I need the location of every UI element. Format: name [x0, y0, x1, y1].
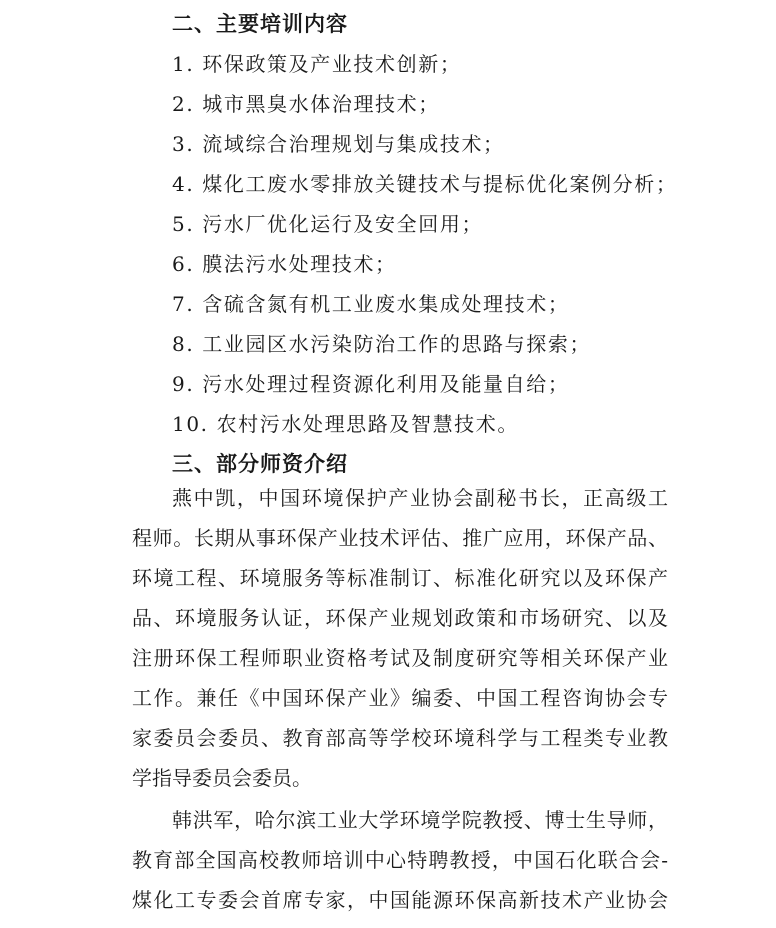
- list-item: 10. 农村污水处理思路及智慧技术。: [172, 412, 519, 436]
- list-item: 6. 膜法污水处理技术；: [172, 252, 397, 276]
- bio-paragraph-han: [132, 800, 668, 920]
- list-item: 9. 污水处理过程资源化利用及能量自给；: [172, 372, 570, 396]
- paragraph-line: 环境工程、环境服务等标准制订、标准化研究以及环保产: [132, 566, 668, 590]
- paragraph-line: 韩洪军，哈尔滨工业大学环境学院教授、博士生导师，: [172, 808, 668, 832]
- paragraph-line: 工作。兼任《中国环保产业》编委、中国工程咨询协会专: [132, 686, 668, 710]
- list-item: 4. 煤化工废水零排放关键技术与提标优化案例分析；: [172, 172, 678, 196]
- paragraph-line: 学指导委员会委员。: [132, 766, 312, 790]
- list-item: 3. 流域综合治理规划与集成技术；: [172, 132, 505, 156]
- paragraph-line: 品、环境服务认证，环保产业规划政策和市场研究、以及: [132, 606, 668, 630]
- list-item: 1. 环保政策及产业技术创新；: [172, 52, 462, 76]
- paragraph-line: 燕中凯，中国环境保护产业协会副秘书长，正高级工: [172, 486, 668, 510]
- section-heading-faculty: 三、部分师资介绍: [172, 452, 348, 476]
- paragraph-line: 教育部全国高校教师培训中心特聘教授，中国石化联合会-: [132, 848, 668, 872]
- paragraph-line: 程师。长期从事环保产业技术评估、推广应用，环保产品、: [132, 526, 668, 550]
- paragraph-line: 煤化工专委会首席专家，中国能源环保高新技术产业协会: [132, 888, 668, 912]
- section-heading-training-content: 二、主要培训内容: [172, 12, 348, 36]
- bio-paragraph-yan: [132, 478, 668, 798]
- list-item: 2. 城市黑臭水体治理技术；: [172, 92, 440, 116]
- list-item: 5. 污水厂优化运行及安全回用；: [172, 212, 484, 236]
- paragraph-line: 注册环保工程师职业资格考试及制度研究等相关环保产业: [132, 646, 668, 670]
- list-item: 8. 工业园区水污染防治工作的思路与探索；: [172, 332, 592, 356]
- list-item: 7. 含硫含氮有机工业废水集成处理技术；: [172, 292, 570, 316]
- paragraph-line: 家委员会委员、教育部高等学校环境科学与工程类专业教: [132, 726, 668, 750]
